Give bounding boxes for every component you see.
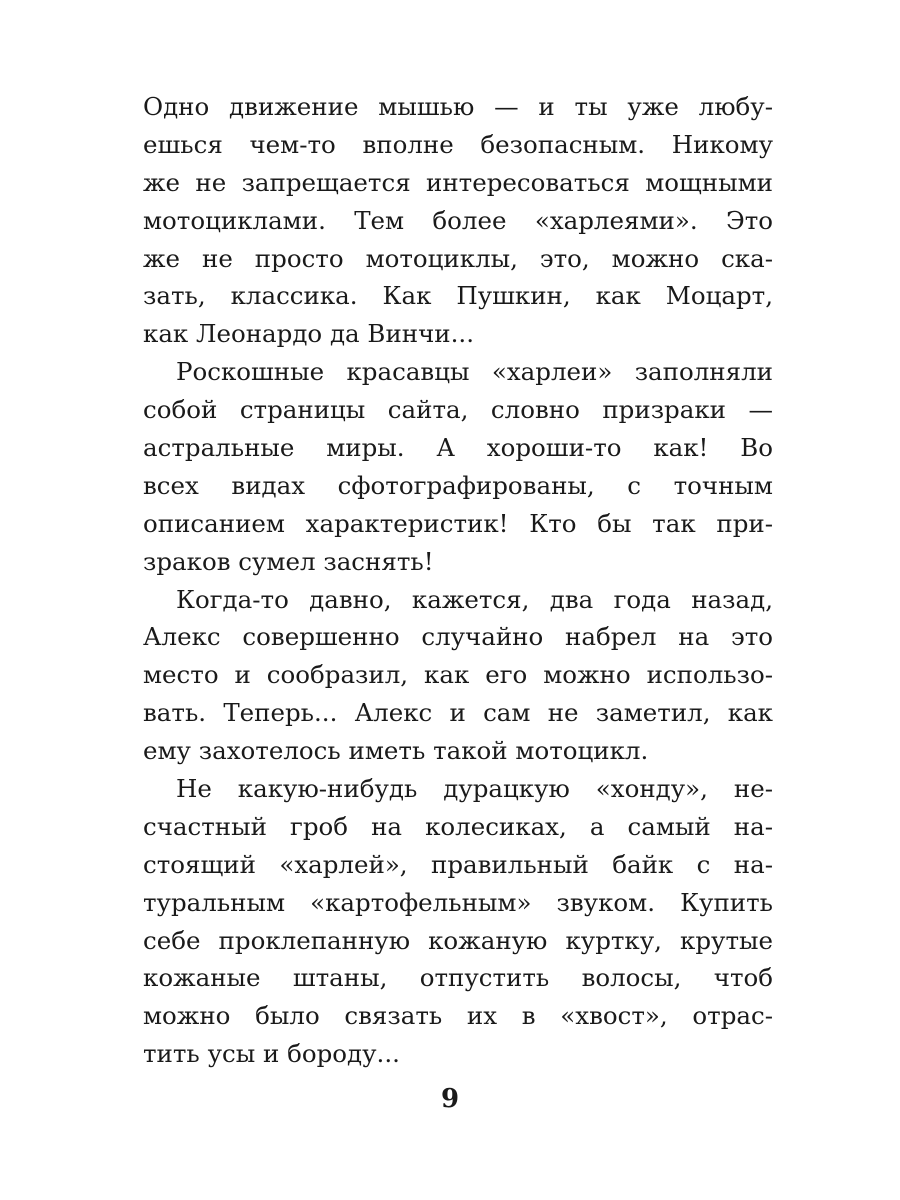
text-line: зраков сумел заснять! bbox=[143, 546, 434, 576]
text-line: Роскошные красавцы «харлеи» заполняли bbox=[176, 357, 773, 387]
text-line: астральные миры. А хороши-то как! Во bbox=[143, 433, 773, 463]
text-line: можно было связать их в «хвост», отрас- bbox=[143, 1001, 773, 1031]
text-line: как Леонардо да Винчи... bbox=[143, 319, 474, 349]
text-line: себе проклепанную кожаную куртку, крутые bbox=[143, 925, 773, 955]
text-line: стоящий «харлей», правильный байк с на- bbox=[143, 849, 773, 879]
text-line: тить усы и бороду... bbox=[143, 1039, 400, 1069]
text-line: собой страницы сайта, словно призраки — bbox=[143, 395, 773, 425]
text-line: ешься чем-то вполне безопасным. Никому bbox=[143, 129, 773, 159]
page-number: 9 bbox=[440, 1084, 460, 1114]
text-line: же не запрещается интересоваться мощными bbox=[143, 167, 773, 197]
text-line: зать, классика. Как Пушкин, как Моцарт, bbox=[143, 281, 773, 311]
text-line: же не просто мотоциклы, это, можно ска- bbox=[143, 243, 773, 273]
body-text bbox=[143, 88, 773, 1073]
text-line: счастный гроб на колесиках, а самый на- bbox=[143, 811, 773, 841]
paragraph-4 bbox=[143, 770, 773, 1073]
text-line: Когда-то давно, кажется, два года назад, bbox=[176, 584, 773, 614]
text-line: туральным «картофельным» звуком. Купить bbox=[143, 887, 773, 917]
text-line: всех видах сфотографированы, с точным bbox=[143, 470, 773, 500]
text-line: кожаные штаны, отпустить волосы, чтоб bbox=[143, 963, 773, 993]
text-line: Одно движение мышью — и ты уже любу- bbox=[143, 92, 773, 121]
text-line: Алекс совершенно случайно набрел на это bbox=[143, 622, 773, 652]
text-line: ему захотелось иметь такой мотоцикл. bbox=[143, 736, 649, 766]
text-line: мотоциклами. Тем более «харлеями». Это bbox=[143, 205, 773, 235]
paragraph-1 bbox=[143, 88, 773, 353]
paragraph-2 bbox=[143, 353, 773, 580]
text-line: вать. Теперь... Алекс и сам не заметил, как bbox=[143, 698, 773, 728]
text-line: описанием характеристик! Кто бы так при- bbox=[143, 508, 773, 538]
paragraph-3 bbox=[143, 581, 773, 770]
text-line: Не какую-нибудь дурацкую «хонду», не- bbox=[176, 774, 773, 804]
text-line: место и сообразил, как его можно использо- bbox=[143, 660, 773, 690]
